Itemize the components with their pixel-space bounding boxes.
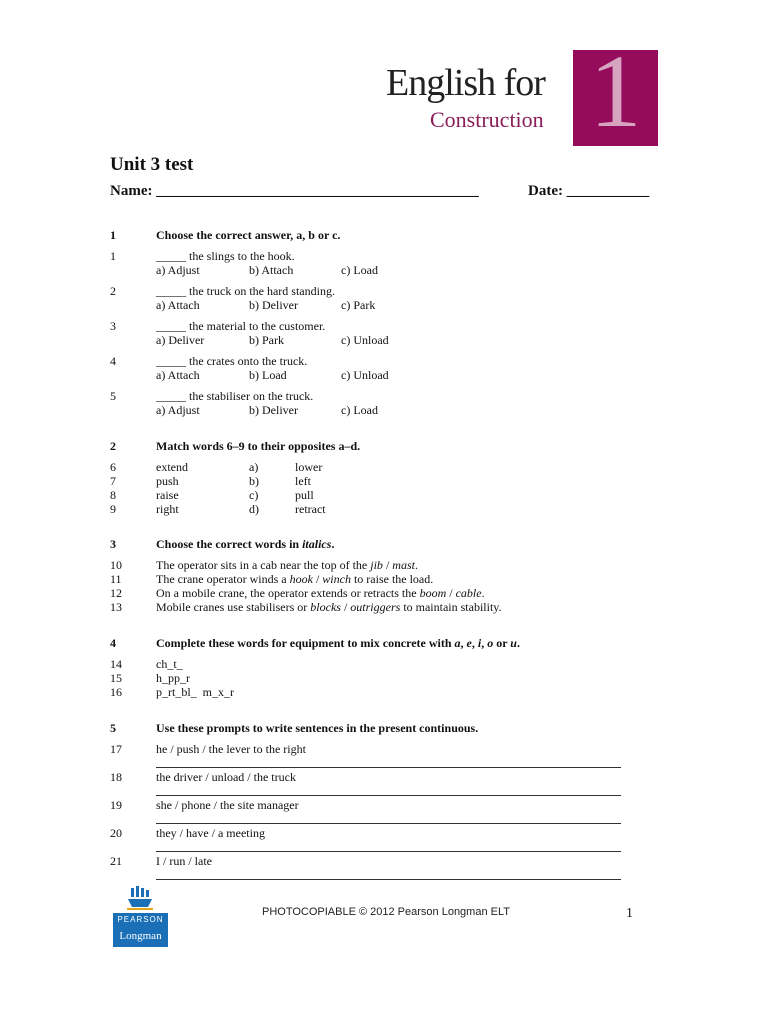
section-instruction (156, 537, 334, 551)
name-field[interactable] (110, 183, 479, 200)
item-number: 7 (110, 474, 116, 488)
page-title: Unit 3 test (110, 154, 194, 175)
instruction-text: Complete these words for equipment to mix concrete with (156, 636, 455, 650)
choice-separator: / (340, 600, 351, 614)
match-word: right (156, 502, 179, 516)
match-letter: c) (249, 488, 259, 502)
writing-prompt: he / push / the lever to the right (156, 742, 306, 756)
separator: , (471, 636, 478, 650)
option-b: b) Park (249, 333, 284, 347)
logo-sub: Longman (119, 930, 162, 942)
question-number: 4 (110, 354, 116, 368)
section-number: 2 (110, 439, 116, 453)
match-opposite: lower (295, 460, 323, 474)
sentence-end: to raise the load. (350, 572, 434, 586)
item-number: 16 (110, 685, 122, 699)
sentence-end: . (481, 586, 485, 600)
question-prompt: _____ the material to the customer. (156, 319, 326, 333)
writing-prompt: they / have / a meeting (156, 826, 265, 840)
sentence-end: to maintain stability. (400, 600, 502, 614)
item-number: 6 (110, 460, 116, 474)
item-number: 10 (110, 558, 122, 572)
sentence (156, 572, 433, 586)
vowel: a (454, 636, 461, 650)
section-number: 1 (110, 228, 116, 242)
choice-option[interactable]: cable (455, 586, 482, 600)
answer-line[interactable] (156, 879, 621, 880)
page-number: 1 (626, 906, 633, 921)
answer-line[interactable] (156, 795, 621, 796)
sentence-text: On a mobile crane, the operator extends or retracts the (156, 586, 420, 600)
gapped-word[interactable]: h_pp_r (156, 671, 190, 685)
match-opposite: retract (295, 502, 326, 516)
section-instruction (156, 636, 520, 650)
section-instruction: Use these prompts to write sentences in the present continuous. (156, 721, 479, 735)
sentence-text: Mobile cranes use stabilisers or (156, 600, 311, 614)
match-word: raise (156, 488, 179, 502)
answer-line[interactable] (156, 851, 621, 852)
choice-option[interactable]: outriggers (350, 600, 401, 614)
sentence (156, 558, 418, 572)
book-subtitle: Construction (430, 107, 544, 132)
choice-separator: / (382, 558, 393, 572)
option-b: b) Load (249, 368, 287, 382)
date-label: Date: (528, 183, 563, 199)
copyright-notice: PHOTOCOPIABLE © 2012 Pearson Longman ELT (262, 906, 510, 918)
section-instruction: Match words 6–9 to their opposites a–d. (156, 439, 361, 453)
option-b: b) Deliver (249, 298, 298, 312)
choice-separator: / (312, 572, 323, 586)
question-number: 1 (110, 249, 116, 263)
sentence-text: The crane operator winds a (156, 572, 290, 586)
match-letter: b) (249, 474, 259, 488)
sentence (156, 600, 502, 614)
question-number: 2 (110, 284, 116, 298)
separator: , (460, 636, 467, 650)
question-prompt: _____ the slings to the hook. (156, 249, 295, 263)
item-number: 12 (110, 586, 122, 600)
section-instruction: Choose the correct answer, a, b or c. (156, 228, 341, 242)
separator: , (481, 636, 488, 650)
vowel: o (487, 636, 494, 650)
item-number: 8 (110, 488, 116, 502)
choice-option[interactable]: hook (289, 572, 313, 586)
item-number: 13 (110, 600, 122, 614)
question-prompt: _____ the stabiliser on the truck. (156, 389, 314, 403)
sentence-end: . (414, 558, 418, 572)
item-number: 11 (110, 572, 122, 586)
vowel: u (510, 636, 517, 650)
book-title: English for (386, 62, 545, 104)
writing-prompt: she / phone / the site manager (156, 798, 299, 812)
logo-word: PEARSON (117, 915, 164, 924)
separator: or (493, 636, 511, 650)
choice-option[interactable]: blocks (310, 600, 341, 614)
answer-line[interactable] (156, 823, 621, 824)
option-a: a) Attach (156, 368, 200, 382)
vowel: i (477, 636, 482, 650)
option-a: a) Attach (156, 298, 200, 312)
question-number: 3 (110, 319, 116, 333)
item-number: 9 (110, 502, 116, 516)
choice-option[interactable]: boom (419, 586, 447, 600)
item-number: 18 (110, 770, 122, 784)
name-blank: ___________________________________________ (156, 183, 479, 199)
question-prompt: _____ the crates onto the truck. (156, 354, 308, 368)
date-blank: ___________ (566, 183, 650, 199)
pearson-ship-icon (127, 885, 153, 911)
option-c: c) Load (341, 403, 378, 417)
section-number: 5 (110, 721, 116, 735)
writing-prompt: I / run / late (156, 854, 212, 868)
match-word: push (156, 474, 179, 488)
choice-option[interactable]: mast (392, 558, 415, 572)
writing-prompt: the driver / unload / the truck (156, 770, 296, 784)
choice-option[interactable]: winch (322, 572, 351, 586)
choice-separator: / (446, 586, 456, 600)
match-opposite: pull (295, 488, 314, 502)
match-opposite: left (295, 474, 311, 488)
instruction-italic: italics (302, 537, 332, 551)
option-a: a) Deliver (156, 333, 205, 347)
date-field[interactable] (528, 183, 649, 200)
sentence-text: The operator sits in a cab near the top of the (156, 558, 371, 572)
vowel: e (466, 636, 472, 650)
item-number: 21 (110, 854, 122, 868)
section-number: 4 (110, 636, 116, 650)
item-number: 14 (110, 657, 122, 671)
gapped-word[interactable]: ch_t_ (156, 657, 183, 671)
answer-line[interactable] (156, 767, 621, 768)
match-letter: a) (249, 460, 259, 474)
instruction-end: . (516, 636, 520, 650)
option-a: a) Adjust (156, 263, 200, 277)
option-c: c) Unload (341, 368, 389, 382)
match-word: extend (156, 460, 188, 474)
sentence (156, 586, 485, 600)
name-label: Name: (110, 183, 153, 199)
question-prompt: _____ the truck on the hard standing. (156, 284, 335, 298)
option-b: b) Attach (249, 263, 294, 277)
option-b: b) Deliver (249, 403, 298, 417)
gapped-word[interactable]: p_rt_bl_ m_x_r (156, 685, 234, 699)
match-letter: d) (249, 502, 259, 516)
section-number: 3 (110, 537, 116, 551)
choice-option[interactable]: jib (370, 558, 383, 572)
item-number: 19 (110, 798, 122, 812)
option-a: a) Adjust (156, 403, 200, 417)
option-c: c) Unload (341, 333, 389, 347)
option-c: c) Park (341, 298, 376, 312)
instruction-end: . (331, 537, 335, 551)
level-number: 1 (589, 34, 642, 149)
item-number: 15 (110, 671, 122, 685)
instruction-text: Choose the correct words in (156, 537, 303, 551)
option-c: c) Load (341, 263, 378, 277)
item-number: 20 (110, 826, 122, 840)
question-number: 5 (110, 389, 116, 403)
item-number: 17 (110, 742, 122, 756)
